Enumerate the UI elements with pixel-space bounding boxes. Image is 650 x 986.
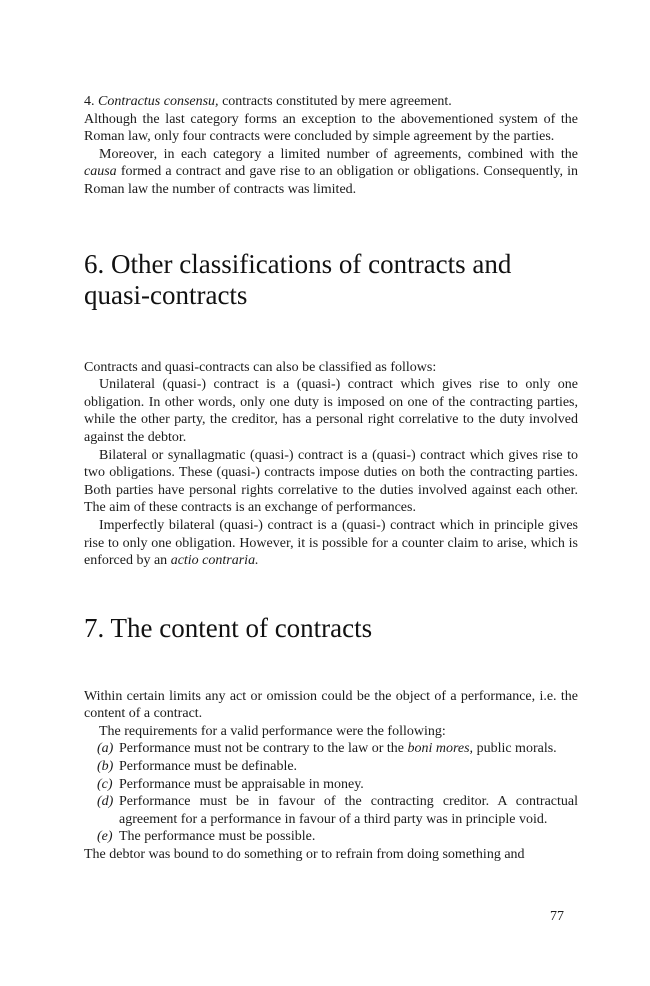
requirements-lead: The requirements for a valid performance were the following: — [99, 723, 446, 739]
section-7-heading: 7. The content of contracts — [84, 612, 373, 643]
list-item: (d) Performance must be in favour of the contracting creditor. A contractual agreement for a performance in favour of a third party was in principle void. — [97, 794, 578, 827]
list-item: (c) Performance must be appraisable in money. — [97, 776, 364, 792]
page-number: 77 — [550, 909, 564, 924]
paragraph-bilateral: Bilateral or synallagmatic (quasi-) contract is a (quasi-) contract which gives rise to two obligations. These (quasi-) contracts impose duties on both the contracting parties. Both parties have personal rights correlative to the duties involved against each other. The aim of these contracts is an exchange of performances. — [84, 447, 578, 516]
closing-line: The debtor was bound to do something or to refrain from doing something and — [84, 847, 525, 863]
list-item: (e) The performance must be possible. — [97, 829, 316, 845]
term-boni-mores: boni mores, — [407, 741, 474, 757]
paragraph-exception: Although the last category forms an exception to the abovementioned system of the Roman law, only four contracts were concluded by simple agreement by the parties. — [84, 111, 578, 145]
paragraph-unilateral: Unilateral (quasi-) contract is a (quasi-) contract which gives rise to only one obligation. In other words, only one duty is imposed on one of the contracting parties, while the other party, the creditor, has a personal right correlative to the duty involved against the debtor. — [84, 377, 578, 445]
page-body — [84, 93, 578, 864]
requirements-list — [84, 740, 578, 846]
list-item: (a) Performance must not be contrary to the law or the boni mores, public morals. — [97, 741, 557, 757]
term-contractus-consensu: Contractus consensu, — [98, 94, 219, 109]
term-causa: causa — [84, 164, 117, 180]
section-7-intro: Within certain limits any act or omission could be the object of a performance, i.e. the content of a contract. — [84, 688, 578, 722]
paragraph-moreover: Moreover, in each category a limited number of agreements, combined with the causa formed a contract and gave rise to an obligation or obligations. Consequently, in Roman law the number of contracts was limited. — [84, 146, 578, 197]
item-4-line: 4. Contractus consensu, contracts constituted by mere agreement. — [84, 94, 452, 109]
section-6-heading: 6. Other classifications of contracts and quasi-contracts — [84, 248, 512, 310]
list-item: (b) Performance must be definable. — [97, 759, 298, 775]
section-6-intro: Contracts and quasi-contracts can also be classified as follows: — [84, 359, 437, 375]
paragraph-imperfectly-bilateral: Imperfectly bilateral (quasi-) contract is a (quasi-) contract which in principle gives rise to only one obligation. However, it is possible for a counter claim to arise, which is enforced by an actio contraria. — [84, 517, 578, 569]
term-actio-contraria: actio contraria. — [170, 553, 259, 569]
